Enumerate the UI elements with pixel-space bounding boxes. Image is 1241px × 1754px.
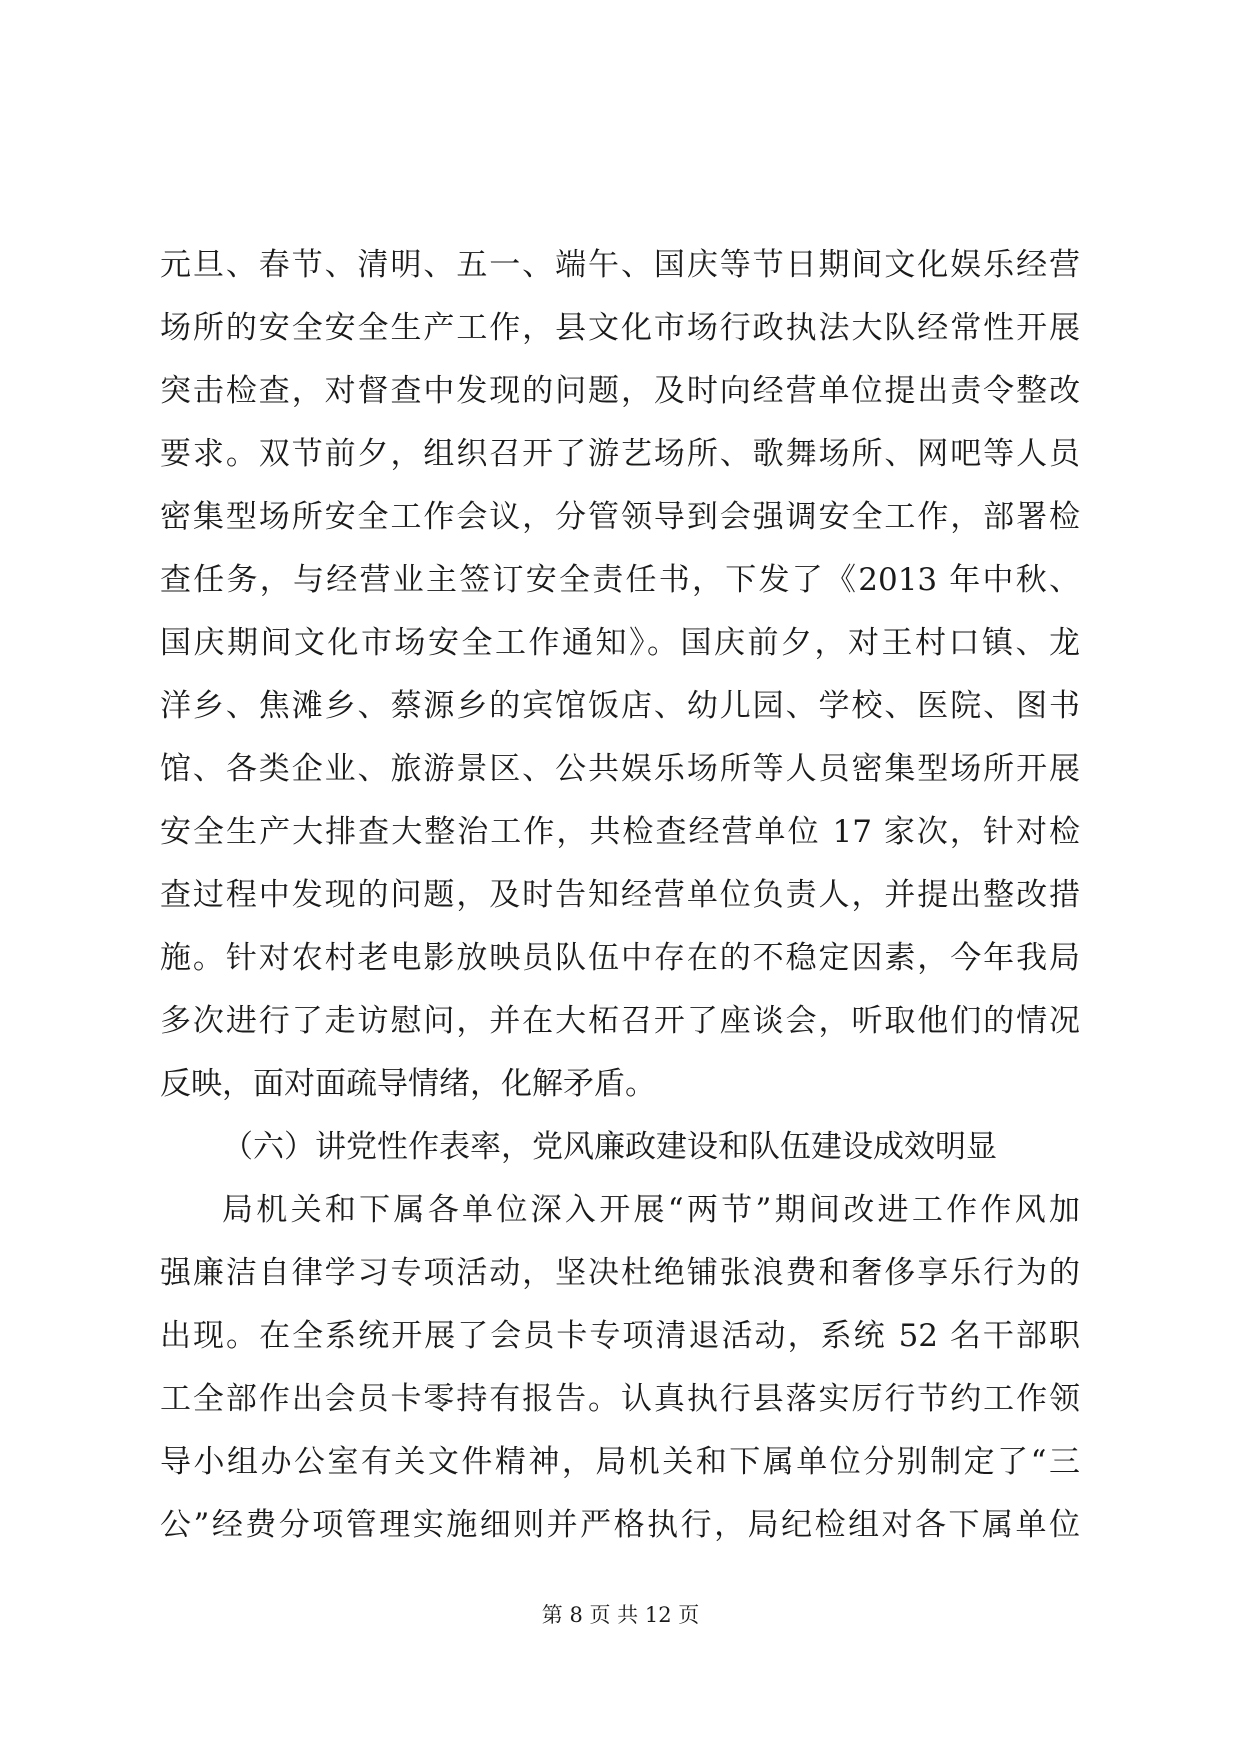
text-line: 公”经费分项管理实施细则并严格执行，局纪检组对各下属单位 bbox=[160, 1507, 1080, 1543]
text-line: 洋乡、焦滩乡、蔡源乡的宾馆饭店、幼儿园、学校、医院、图书 bbox=[160, 688, 1080, 724]
text-line: 导小组办公室有关文件精神，局机关和下属单位分别制定了“三 bbox=[160, 1444, 1080, 1480]
text-line: 出现。在全系统开展了会员卡专项清退活动，系统 52 名干部职 bbox=[160, 1318, 1080, 1354]
text-line: 局机关和下属各单位深入开展“两节”期间改进工作作风加 bbox=[222, 1192, 1080, 1228]
section-heading: （六）讲党性作表率，党风廉政建设和队伍建设成效明显 bbox=[222, 1129, 997, 1165]
text-line: 国庆期间文化市场安全工作通知》。国庆前夕，对王村口镇、龙 bbox=[160, 625, 1080, 661]
text-line: 要求。双节前夕，组织召开了游艺场所、歌舞场所、网吧等人员 bbox=[160, 436, 1080, 472]
text-line: 施。针对农村老电影放映员队伍中存在的不稳定因素，今年我局 bbox=[160, 940, 1080, 976]
text-line: 安全生产大排查大整治工作，共检查经营单位 17 家次，针对检 bbox=[160, 814, 1080, 850]
text-line: 场所的安全安全生产工作，县文化市场行政执法大队经常性开展 bbox=[160, 310, 1080, 346]
text-line: 查过程中发现的问题，及时告知经营单位负责人，并提出整改措 bbox=[160, 877, 1080, 913]
text-line: 馆、各类企业、旅游景区、公共娱乐场所等人员密集型场所开展 bbox=[160, 751, 1080, 787]
text-line: 工全部作出会员卡零持有报告。认真执行县落实厉行节约工作领 bbox=[160, 1381, 1080, 1417]
text-line: 突击检查，对督查中发现的问题，及时向经营单位提出责令整改 bbox=[160, 373, 1080, 409]
text-line: 元旦、春节、清明、五一、端午、国庆等节日期间文化娱乐经营 bbox=[160, 247, 1080, 283]
text-line: 多次进行了走访慰问，并在大柘召开了座谈会，听取他们的情况 bbox=[160, 1003, 1080, 1039]
text-line: 密集型场所安全工作会议，分管领导到会强调安全工作，部署检 bbox=[160, 499, 1080, 535]
page-number: 第 8 页 共 12 页 bbox=[541, 1603, 700, 1627]
text-line: 强廉洁自律学习专项活动，坚决杜绝铺张浪费和奢侈享乐行为的 bbox=[160, 1255, 1080, 1291]
body-text bbox=[160, 234, 1080, 1557]
text-line: 查任务，与经营业主签订安全责任书，下发了《2013 年中秋、 bbox=[160, 562, 1080, 598]
text-line: 反映，面对面疏导情绪，化解矛盾。 bbox=[160, 1066, 656, 1102]
